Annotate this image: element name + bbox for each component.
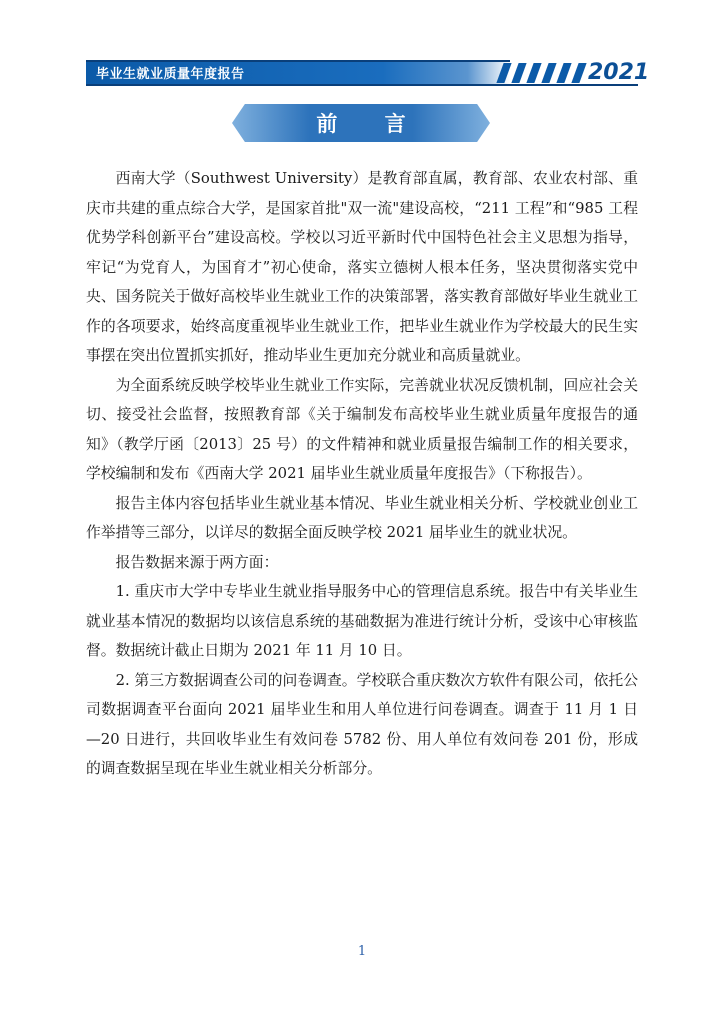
section-banner bbox=[232, 104, 490, 142]
preface-body bbox=[86, 164, 638, 784]
page-number: 1 bbox=[357, 944, 367, 959]
section-title: 前 言 bbox=[316, 112, 426, 136]
paragraph: 2. 第三方数据调查公司的问卷调查。学校联合重庆数次方软件有限公司，依托公司数据调查平台面向 2021 届毕业生和用人单位进行问卷调查。调查于 11 月 1 日—20 日进行，共回收毕业生有效问卷 5782 份、用人单位有效问卷 201 份，形成的调查数据呈现在毕业生就业相关分析部分。 bbox=[86, 671, 638, 777]
paragraph: 报告主体内容包括毕业生就业基本情况、毕业生就业相关分析、学校就业创业工作举措等三部分，以详尽的数据全面反映学校 2021 届毕业生的就业状况。 bbox=[86, 494, 638, 541]
paragraph: 西南大学（Southwest University）是教育部直属，教育部、农业农村部、重庆市共建的重点综合大学，是国家首批"双一流"建设高校，“211 工程”和“985 工程优势学科创新平台”建设高校。学校以习近平新时代中国特色社会主义思想为指导，牢记“为党育人，为国育才”初心使命，落实立德树人根本任务，坚决贯彻落实党中央、国务院关于做好高校毕业生就业工作的决策部署，落实教育部做好毕业生就业工作的各项要求，始终高度重视毕业生就业工作，把毕业生就业作为学校最大的民生实事摆在突出位置抓实抓好，推动毕业生更加充分就业和高质量就业。 bbox=[86, 170, 638, 364]
report-year: 2021 bbox=[588, 60, 650, 85]
paragraph: 1. 重庆市大学中专毕业生就业指导服务中心的管理信息系统。报告中有关毕业生就业基本情况的数据均以该信息系统的基础数据为准进行统计分析，受该中心审核监督。数据统计截止日期为 2021 年 11 月 10 日。 bbox=[86, 583, 638, 659]
paragraph: 报告数据来源于两方面： bbox=[115, 553, 279, 571]
paragraph: 为全面系统反映学校毕业生就业工作实际，完善就业状况反馈机制，回应社会关切、接受社会监督，按照教育部《关于编制发布高校毕业生就业质量年度报告的通知》（教学厅函〔2013〕25 号）的文件精神和就业质量报告编制工作的相关要求，学校编制和发布《西南大学 2021 届毕业生就业质量年度报告》（下称报告）。 bbox=[86, 376, 638, 482]
report-title: 毕业生就业质量年度报告 bbox=[96, 67, 245, 82]
